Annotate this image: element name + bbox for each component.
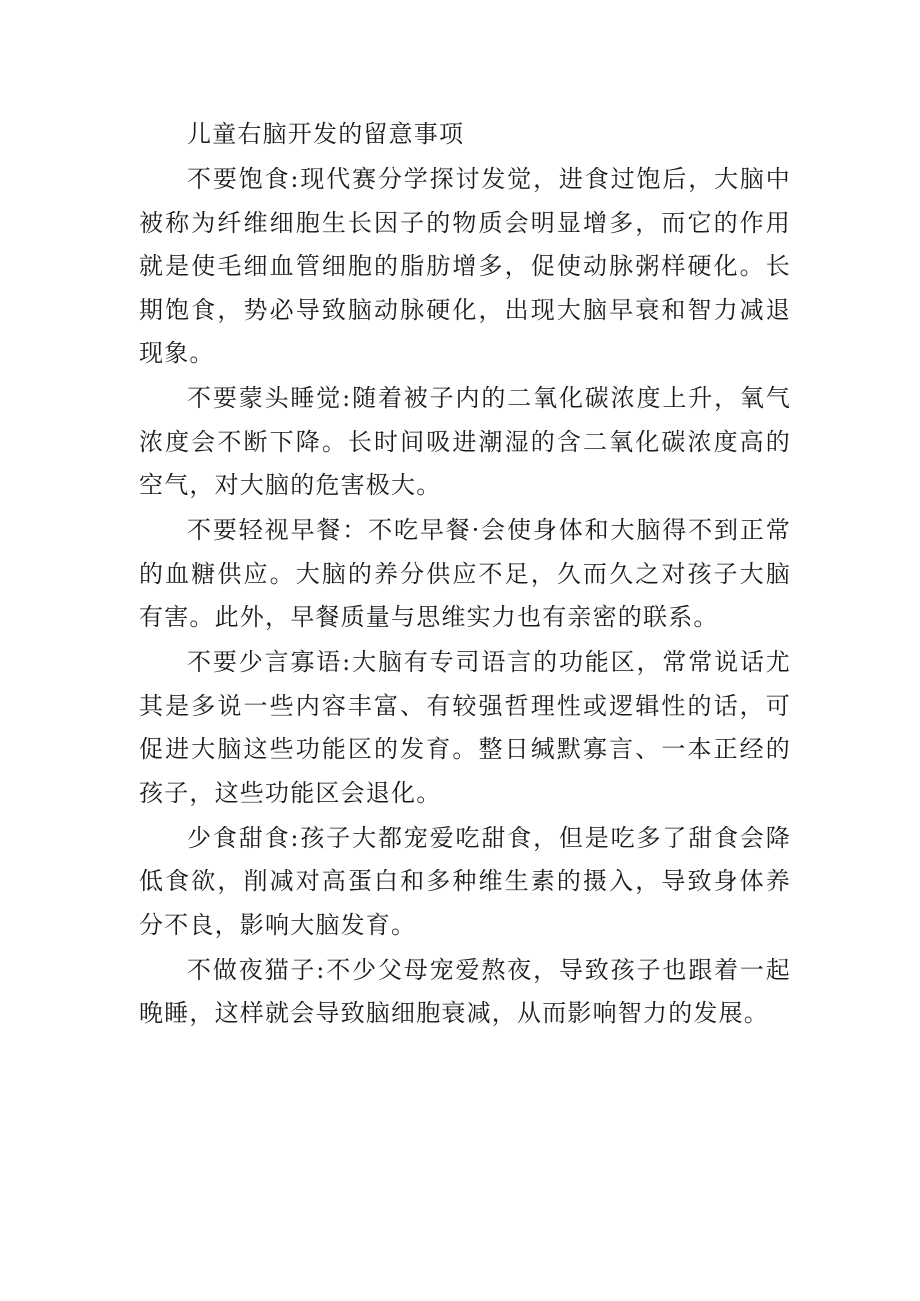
paragraph-breakfast (139, 509, 791, 640)
paragraph-sweets (139, 817, 791, 948)
paragraph-heading: 不要轻视早餐： (187, 516, 369, 544)
paragraph-text: 孩子大都宠爱吃甜食，但是吃多了甜食会降低食欲，削减对高蛋白和多种维生素的摄入，导致身体养分不良，影响大脑发育。 (139, 823, 791, 939)
paragraph-text: 大脑有专司语言的功能区，常常说话尤其是多说一些内容丰富、有较强哲理性或逻辑性的话，可促进大脑这些功能区的发育。整日缄默寡言、一本正经的孩子，这些功能区会退化。 (139, 648, 791, 807)
paragraph-text: 随着被子内的二氧化碳浓度上升，氧气浓度会不断下降。长时间吸进潮湿的含二氧化碳浓度高的空气，对大脑的危害极大。 (139, 384, 791, 499)
paragraph-heading: 不要蒙头睡觉: (187, 384, 352, 412)
paragraph-speaking (139, 641, 791, 815)
document-body (139, 113, 791, 1037)
paragraph-heading: 不做夜猫子: (187, 955, 326, 984)
paragraph-text: 现代赛分学探讨发觉，进食过饱后，大脑中被称为纤维细胞生长因子的物质会明显增多，而它的作用就是使毛细血管细胞的脂肪增多，促使动脉粥样硬化。长期饱食，势必导致脑动脉硬化，出现大脑早衰和智力减退现象。 (139, 165, 791, 367)
paragraph-covered-head-sleep (139, 377, 791, 508)
paragraph-heading: 少食甜食: (187, 823, 300, 852)
paragraph-overeating (139, 158, 791, 376)
paragraph-text: 不少父母宠爱熬夜，导致孩子也跟着一起晚睡，这样就会导致脑细胞衰减，从而影响智力的发展。 (139, 955, 791, 1027)
document-title: 儿童右脑开发的留意事项 (187, 120, 465, 148)
paragraph-text: 不吃早餐·会使身体和大脑得不到正常的血糖供应。大脑的养分供应不足，久而久之对孩子大脑有害。此外，早餐质量与思维实力也有亲密的联系。 (139, 516, 791, 631)
paragraph-heading: 不要饱食: (187, 165, 300, 193)
paragraph-night-owl (139, 949, 791, 1036)
paragraph-heading: 不要少言寡语: (187, 648, 352, 676)
